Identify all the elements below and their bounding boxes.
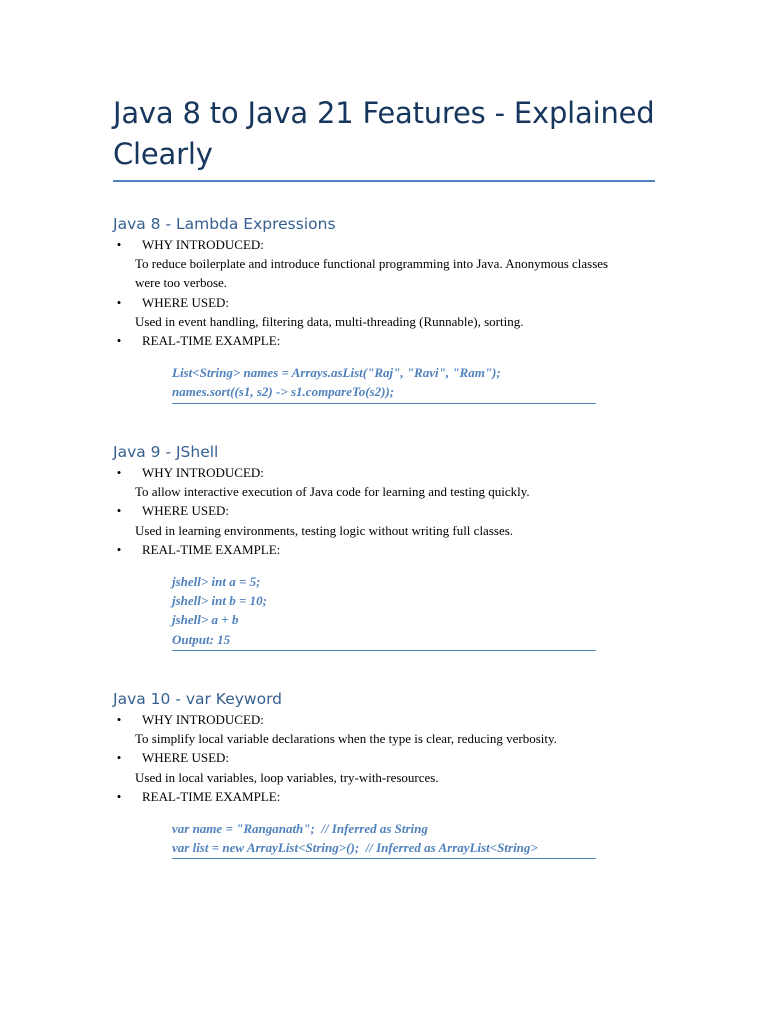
bullet-detail: To simplify local variable declarations when the type is clear, reducing verbosity. — [135, 731, 557, 747]
bullet-icon: • — [116, 465, 122, 480]
bullet-icon: • — [116, 333, 122, 349]
bullet-detail: Used in learning environments, testing logic without writing full classes. — [135, 522, 514, 538]
section-heading: Java 9 - JShell — [113, 443, 219, 461]
bullet-icon: • — [116, 503, 122, 519]
bullet-icon: • — [116, 712, 122, 727]
bullet-label: REAL-TIME EXAMPLE: — [142, 333, 281, 349]
code-example-block — [172, 819, 596, 859]
bullet-detail: To reduce boilerplate and introduce functional programming into Java. Anonymous classes were too verbose. — [135, 256, 609, 291]
bullet-list — [113, 710, 673, 806]
bullet-detail: Used in local variables, loop variables, try-with-resources. — [135, 769, 439, 785]
bullet-icon: • — [116, 750, 122, 766]
code-line: names.sort((s1, s2) -> s1.compareTo(s2)); — [172, 384, 395, 400]
bullet-label: WHY INTRODUCED: — [142, 237, 264, 252]
bullet-label: REAL-TIME EXAMPLE: — [142, 788, 281, 804]
list-item — [113, 235, 673, 293]
list-item — [113, 787, 673, 806]
code-line: Output: 15 — [172, 631, 231, 647]
bullet-icon: • — [116, 541, 122, 557]
list-item — [113, 710, 673, 748]
bullet-icon: • — [116, 237, 122, 252]
bullet-detail: Used in event handling, filtering data, multi-threading (Runnable), sorting. — [135, 313, 524, 329]
list-item — [113, 331, 673, 350]
section-java-8 — [113, 214, 673, 404]
bullet-label: WHY INTRODUCED: — [142, 465, 264, 480]
title-underline-divider — [113, 180, 655, 182]
code-line: var list = new ArrayList<String>(); // Inferred as ArrayList<String> — [172, 840, 538, 856]
code-line: jshell> int a = 5; — [172, 574, 261, 590]
list-item — [113, 463, 673, 501]
document-title: Java 8 to Java 21 Features - Explained Clearly — [113, 96, 655, 171]
bullet-label: WHERE USED: — [142, 503, 230, 519]
code-line: var name = "Ranganath"; // Inferred as String — [172, 821, 428, 837]
code-example-block — [172, 572, 596, 651]
bullet-list — [113, 463, 673, 559]
section-heading: Java 8 - Lambda Expressions — [113, 215, 336, 233]
section-java-10 — [113, 689, 673, 859]
bullet-label: WHERE USED: — [142, 294, 230, 310]
list-item — [113, 540, 673, 559]
bullet-list — [113, 235, 673, 350]
bullet-label: REAL-TIME EXAMPLE: — [142, 541, 281, 557]
code-line: jshell> int b = 10; — [172, 593, 267, 609]
bullet-icon: • — [116, 294, 122, 310]
list-item — [113, 748, 673, 786]
list-item — [113, 293, 673, 331]
bullet-icon: • — [116, 788, 122, 804]
list-item — [113, 501, 673, 539]
section-java-9 — [113, 442, 673, 651]
bullet-detail: To allow interactive execution of Java code for learning and testing quickly. — [135, 484, 530, 500]
code-line: jshell> a + b — [172, 612, 239, 628]
bullet-label: WHERE USED: — [142, 750, 230, 766]
section-heading: Java 10 - var Keyword — [113, 690, 283, 708]
code-line: List<String> names = Arrays.asList("Raj", "Ravi", "Ram"); — [172, 365, 501, 381]
code-example-block — [172, 363, 596, 403]
bullet-label: WHY INTRODUCED: — [142, 712, 264, 727]
